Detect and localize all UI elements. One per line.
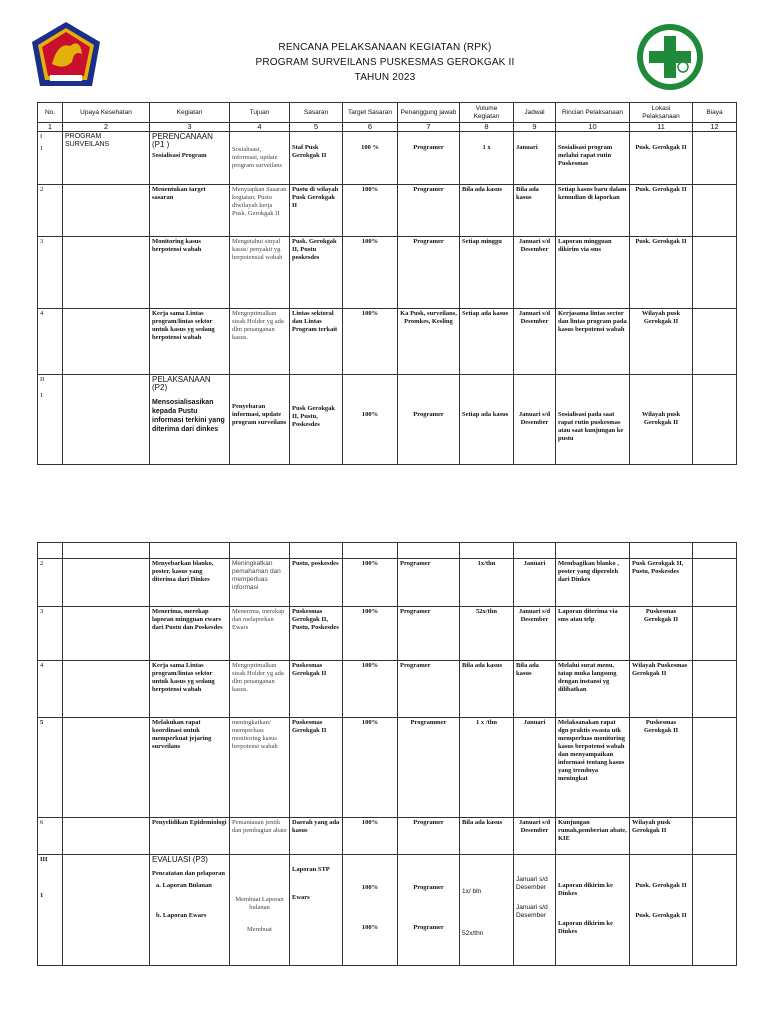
doc-year: TAHUN 2023: [354, 72, 416, 83]
row-no: 3: [38, 607, 63, 661]
jadwal-cell: Januari s/d Desember: [514, 607, 556, 661]
column-number-row: [38, 123, 737, 132]
jadwal-cell: Januari: [514, 718, 556, 818]
tujuan-cell: Mengoptimalkan steak Holder yg ada dlm penanganan kasus.: [230, 309, 290, 375]
col-number: 3: [150, 123, 230, 132]
puskesmas-cross-logo: [635, 22, 705, 92]
pj-cell: Programer: [398, 237, 460, 309]
table-row: [38, 855, 737, 966]
col-header: Volume Kegiatan: [460, 103, 514, 123]
rpk-table-page2: [37, 542, 737, 966]
upaya-cell: PROGRAM SURVEILANS: [63, 132, 150, 185]
volume-cell: Setiap ada kasus: [460, 375, 514, 465]
pj-cell: Programer: [398, 132, 460, 185]
rincian-cell: Kunjungan rumah,pemberian abate, KIE: [556, 818, 630, 855]
col-header: Lokasi Pelaksanaan: [630, 103, 693, 123]
tujuan-cell: Meningkatkan pemahaman dan memperluas informasi: [230, 559, 290, 607]
upaya-cell: [63, 855, 150, 966]
volume-cell: Setiap minggu: [460, 237, 514, 309]
biaya-cell: [693, 718, 737, 818]
target-cell: 100%: [343, 818, 398, 855]
upaya-cell: [63, 818, 150, 855]
regency-emblem-logo: [30, 20, 102, 90]
volume-cell: 52x/thn: [460, 607, 514, 661]
volume-cell: Bila ada kasus: [460, 185, 514, 237]
lokasi-cell: Pusk. Gerokgak II: [630, 132, 693, 185]
table-row: [38, 718, 737, 818]
col-number: 11: [630, 123, 693, 132]
col-number: 5: [290, 123, 343, 132]
col-number: 4: [230, 123, 290, 132]
target-cell: 100%: [343, 559, 398, 607]
upaya-cell: [63, 607, 150, 661]
col-header: Kegiatan: [150, 103, 230, 123]
pj-cell: Programer: [398, 818, 460, 855]
rpk-table-page1: [37, 102, 737, 465]
biaya-cell: [693, 661, 737, 718]
pj-cell: Programer: [398, 559, 460, 607]
upaya-cell: [63, 309, 150, 375]
lokasi-cell: Wilayah pusk Gerokgak II: [630, 818, 693, 855]
table-blank-header-row: [38, 543, 737, 559]
upaya-cell: [63, 718, 150, 818]
biaya-cell: [693, 375, 737, 465]
tujuan-cell: Menerima, merekap dan melaporkan Ewars: [230, 607, 290, 661]
rincian-cell: Setiap kasus baru dalam kemudian di laporkan: [556, 185, 630, 237]
col-number: 7: [398, 123, 460, 132]
target-cell: 100%: [343, 607, 398, 661]
jadwal-cell: Januari s/d Desember Januari s/d Desember: [514, 855, 556, 966]
kegiatan-cell: PERENCANAAN (P1 ) Sosialisasi Program: [150, 132, 230, 185]
sasaran-cell: Staf Pusk Gerokgak II: [290, 132, 343, 185]
row-no: 4: [38, 309, 63, 375]
row-no: II 1: [38, 375, 63, 465]
row-no: 6: [38, 818, 63, 855]
col-number: 6: [343, 123, 398, 132]
target-cell: 100% 100%: [343, 855, 398, 966]
rincian-cell: Membagikan blanko , poster yang diperoleh dari Dinkes: [556, 559, 630, 607]
kegiatan-cell: EVALUASI (P3) Pencatatan dan pelaporan a. Laporan Bulanan b. Laporan Ewars: [150, 855, 230, 966]
volume-cell: Bila ada kasus: [460, 818, 514, 855]
row-no: 2: [38, 559, 63, 607]
row-no: III 1: [38, 855, 63, 966]
table-row: [38, 818, 737, 855]
lokasi-cell: Pusk Gerokgak II, Pustu, Poskesdes: [630, 559, 693, 607]
sasaran-cell: Pustu di wilayah Pusk Gerokgak II: [290, 185, 343, 237]
sasaran-cell: Lintas sektoral dan Lintas Program terkait: [290, 309, 343, 375]
col-number: 2: [63, 123, 150, 132]
lokasi-cell: Wilayah Puskesmas Gerokgak II: [630, 661, 693, 718]
kegiatan-cell: Menerima, merekap laporan mingguan ewars dari Pustu dan Poskesdes: [150, 607, 230, 661]
lokasi-cell: Puskesmas Gerokgak II: [630, 607, 693, 661]
kegiatan-cell: Menentukan target sasaran: [150, 185, 230, 237]
biaya-cell: [693, 185, 737, 237]
tujuan-cell: Pemantauan jentik dan pembagian abate: [230, 818, 290, 855]
pj-cell: Ka Pusk, surveilans, Promkes, Kesling: [398, 309, 460, 375]
row-no: 5: [38, 718, 63, 818]
target-cell: 100%: [343, 309, 398, 375]
document-header: [150, 40, 620, 85]
col-header: Jadwal: [514, 103, 556, 123]
pj-cell: Programer: [398, 185, 460, 237]
volume-cell: 1 x /thn: [460, 718, 514, 818]
tujuan-cell: Membuat Laporan bulanan Membuat: [230, 855, 290, 966]
lokasi-cell: Puskesmas Gerokgak II: [630, 718, 693, 818]
tujuan-cell: Menyiapkan Sasaran kegiatan; Pustu diwilayah kerja Pusk. Gerokgak II: [230, 185, 290, 237]
target-cell: 100%: [343, 375, 398, 465]
sasaran-cell: Pusk Gerokgak II, Pustu, Poskesdes: [290, 375, 343, 465]
biaya-cell: [693, 559, 737, 607]
row-no: I 1: [38, 132, 63, 185]
col-header: No.: [38, 103, 63, 123]
rincian-cell: Laporan diterima via sms atau telp: [556, 607, 630, 661]
pj-cell: Programer: [398, 661, 460, 718]
rincian-cell: Kerjasama lintas sector dan lintas program pada kasus berpotensi wabah: [556, 309, 630, 375]
row-no: 2: [38, 185, 63, 237]
table-row: [38, 185, 737, 237]
col-header: Rincian Pelaksanaan: [556, 103, 630, 123]
tujuan-cell: Mengetahui sinyal kasus/ penyakit yg berpotensial wabah: [230, 237, 290, 309]
rincian-cell: Laporan dikirim ke Dinkes Laporan dikirim ke Dinkes: [556, 855, 630, 966]
lokasi-cell: Pusk. Gerokgak II Pusk. Gerokgak II: [630, 855, 693, 966]
sasaran-cell: Daerah yang ada kasus: [290, 818, 343, 855]
sasaran-cell: Puskesmas Gerokgak II: [290, 661, 343, 718]
lokasi-cell: Pusk. Gerokgak II: [630, 185, 693, 237]
pj-cell: Programer: [398, 607, 460, 661]
lokasi-cell: Wilayah pusk Gerokgak II: [630, 309, 693, 375]
biaya-cell: [693, 607, 737, 661]
col-number: 12: [693, 123, 737, 132]
biaya-cell: [693, 132, 737, 185]
table-row: [38, 375, 737, 465]
col-header: Tujuan: [230, 103, 290, 123]
table-header-row: [38, 103, 737, 123]
row-no: 3: [38, 237, 63, 309]
col-number: 1: [38, 123, 63, 132]
volume-cell: 1x/ bln 52x/thn: [460, 855, 514, 966]
jadwal-cell: Januari s/d Desember: [514, 237, 556, 309]
tujuan-cell: Mengoptimalkan steak Holder yg ada dlm penanganan kasus.: [230, 661, 290, 718]
jadwal-cell: Januari: [514, 559, 556, 607]
lokasi-cell: Wilayah pusk Gerokgak II: [630, 375, 693, 465]
upaya-cell: [63, 375, 150, 465]
col-header: Penanggung jawab: [398, 103, 460, 123]
jadwal-cell: Januari s/d Desember: [514, 309, 556, 375]
col-number: 9: [514, 123, 556, 132]
kegiatan-cell: Monitoring kasus berpotensi wabah: [150, 237, 230, 309]
biaya-cell: [693, 855, 737, 966]
upaya-cell: [63, 185, 150, 237]
biaya-cell: [693, 818, 737, 855]
rincian-cell: Melalui surat menu, tatap muka langsung dengan instansi yg dilibatkan: [556, 661, 630, 718]
doc-subtitle: PROGRAM SURVEILANS PUSKESMAS GEROKGAK II: [255, 57, 515, 68]
table-row: [38, 607, 737, 661]
lokasi-cell: Pusk. Gerokgak II: [630, 237, 693, 309]
col-header: Sasaran: [290, 103, 343, 123]
tujuan-cell: Sosialisasi, informasi, update program surveilans: [230, 132, 290, 185]
upaya-cell: [63, 661, 150, 718]
target-cell: 100 %: [343, 132, 398, 185]
jadwal-cell: Januari: [514, 132, 556, 185]
col-number: 10: [556, 123, 630, 132]
rincian-cell: Laporan mingguan dikirim via sms: [556, 237, 630, 309]
col-header: Biaya: [693, 103, 737, 123]
list-item: b. Laporan Ewars: [156, 912, 207, 919]
target-cell: 100%: [343, 237, 398, 309]
biaya-cell: [693, 309, 737, 375]
table-row: [38, 309, 737, 375]
row-no: 4: [38, 661, 63, 718]
jadwal-cell: Bila ada kasus: [514, 661, 556, 718]
sasaran-cell: Laporan STP Ewars: [290, 855, 343, 966]
kegiatan-cell: PELAKSANAAN (P2) Mensosialisasikan kepada Pustu informasi terkini yang diterima dari dinkes: [150, 375, 230, 465]
table-row: [38, 661, 737, 718]
table-row: [38, 132, 737, 185]
pj-cell: Programer: [398, 375, 460, 465]
jadwal-cell: Bila ada kasus: [514, 185, 556, 237]
doc-title: RENCANA PELAKSANAAN KEGIATAN (RPK): [278, 42, 492, 53]
kegiatan-cell: Kerja sama Lintas program/lintas sektor untuk kasus yg sedang berpotensi wabah: [150, 661, 230, 718]
jadwal-cell: Januari s/d Desember: [514, 818, 556, 855]
col-header: Upaya Kesehatan: [63, 103, 150, 123]
sasaran-cell: Puskesmas Gerokgak II, Pustu, Poskesdes: [290, 607, 343, 661]
rincian-cell: Melaksanakan rapat dgn praktis swasta utk memperluas monitoring kasus berpotensi wabah dan menyampaikan informasi tentang kasus yang trendnya meningkat: [556, 718, 630, 818]
target-cell: 100%: [343, 718, 398, 818]
list-item: a. Laporan Bulanan: [156, 882, 212, 889]
volume-cell: Bila ada kasus: [460, 661, 514, 718]
upaya-cell: [63, 559, 150, 607]
table-row: [38, 237, 737, 309]
rincian-cell: Sosialisasi program melalui rapat rutin Puskesmas: [556, 132, 630, 185]
col-header: Target Sasaran: [343, 103, 398, 123]
volume-cell: 1 x: [460, 132, 514, 185]
col-number: 8: [460, 123, 514, 132]
target-cell: 100%: [343, 661, 398, 718]
sasaran-cell: Pusk. Gerokgak II, Pustu poskesdes: [290, 237, 343, 309]
pj-cell: Programer Programer: [398, 855, 460, 966]
volume-cell: Setiap ada kasus: [460, 309, 514, 375]
kegiatan-cell: Penyelidikan Epidemiologi: [150, 818, 230, 855]
upaya-cell: [63, 237, 150, 309]
tujuan-cell: meningkatkan/ memperluas monitoring kasus berpotensi wabah: [230, 718, 290, 818]
jadwal-cell: Januari s/d Desember: [514, 375, 556, 465]
kegiatan-cell: Kerja sama Lintas program/lintas sektor untuk kasus yg sedang berpotensi wabah: [150, 309, 230, 375]
volume-cell: 1x/thn: [460, 559, 514, 607]
sasaran-cell: Pustu, poskesdes: [290, 559, 343, 607]
biaya-cell: [693, 237, 737, 309]
kegiatan-cell: Menyebarkan blanko, poster, kasus yang diterima dari Dinkes: [150, 559, 230, 607]
rincian-cell: Sosialisasi pada saat rapat rutin puskesmas atau saat kunjungan ke pustu: [556, 375, 630, 465]
target-cell: 100%: [343, 185, 398, 237]
tujuan-cell: Penyebaran informasi, update program surveilans: [230, 375, 290, 465]
kegiatan-cell: Melakukan rapat koordinasi untuk memperkuat jejaring surveilans: [150, 718, 230, 818]
sasaran-cell: Puskesmas Gerokgak II: [290, 718, 343, 818]
pj-cell: Programmer: [398, 718, 460, 818]
table-row: [38, 559, 737, 607]
